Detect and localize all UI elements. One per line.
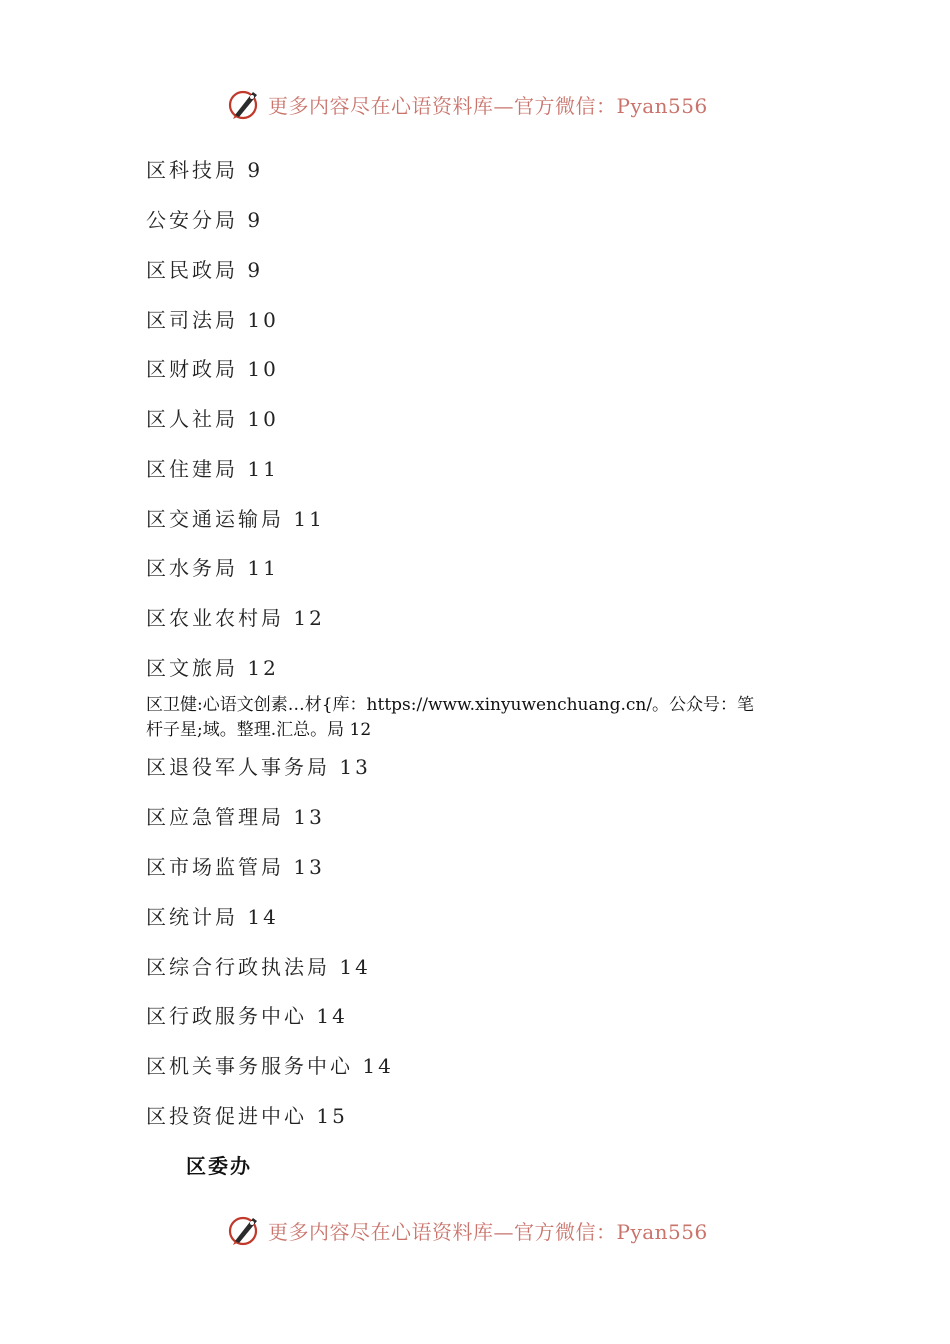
toc-item[interactable]: 区投资促进中心 15 — [146, 1104, 348, 1128]
toc-item[interactable]: 区住建局 11 — [146, 457, 279, 481]
toc-item[interactable]: 区应急管理局 13 — [146, 805, 325, 829]
toc-item[interactable]: 区民政局 9 — [146, 258, 264, 282]
toc-item[interactable]: 区退役军人事务局 13 — [146, 755, 371, 779]
pen-logo-icon — [226, 86, 262, 122]
toc-item[interactable]: 区人社局 10 — [146, 407, 279, 431]
toc-item[interactable]: 区财政局 10 — [146, 357, 279, 381]
banner-text: 更多内容尽在心语资料库—官方微信：Pyan556 — [268, 1219, 708, 1244]
section-heading: 区委办 — [186, 1154, 252, 1178]
toc-note-line: 区卫健:心语文创素…材{库：https://www.xinyuwenchuang.cn/。公众号：笔 — [146, 695, 755, 715]
toc-item[interactable]: 区水务局 11 — [146, 556, 279, 580]
toc-item[interactable]: 区文旅局 12 — [146, 656, 279, 680]
toc-item[interactable]: 区司法局 10 — [146, 308, 279, 332]
toc-item[interactable]: 区行政服务中心 14 — [146, 1004, 348, 1028]
toc-item[interactable]: 区农业农村局 12 — [146, 606, 325, 630]
toc-item[interactable]: 公安分局 9 — [146, 208, 264, 232]
toc-item[interactable]: 区市场监管局 13 — [146, 855, 325, 879]
toc-note-line: 杆子星;域。整理.汇总。局 12 — [146, 720, 372, 740]
footer-banner — [226, 1210, 708, 1250]
banner-text: 更多内容尽在心语资料库—官方微信：Pyan556 — [268, 93, 708, 118]
toc-item[interactable]: 区科技局 9 — [146, 158, 264, 182]
toc-item[interactable]: 区统计局 14 — [146, 905, 279, 929]
toc-item[interactable]: 区交通运输局 11 — [146, 507, 325, 531]
pen-logo-icon — [226, 1212, 262, 1248]
toc-item[interactable]: 区综合行政执法局 14 — [146, 955, 371, 979]
toc-item[interactable]: 区机关事务服务中心 14 — [146, 1054, 394, 1078]
header-banner — [226, 84, 708, 124]
